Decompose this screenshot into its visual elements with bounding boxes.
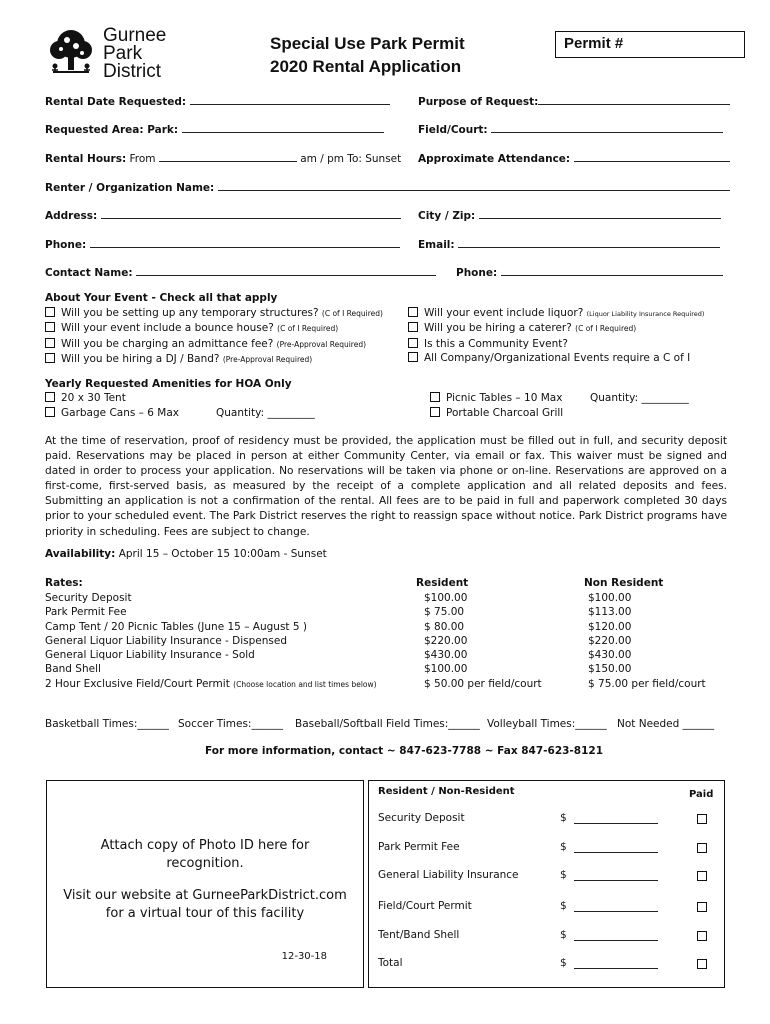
checkbox[interactable] <box>45 392 55 402</box>
rate-resident-value: $ 50.00 per field/court <box>424 677 542 690</box>
rate-nonresident-value: $220.00 <box>588 634 632 647</box>
currency-sign: $ <box>560 812 567 824</box>
currency-sign: $ <box>560 929 567 941</box>
picnic-quantity-field[interactable]: Quantity: _________ <box>590 392 689 404</box>
photo-id-box <box>46 780 364 988</box>
rental-hours-from: From <box>129 153 156 165</box>
checkbox[interactable] <box>430 392 440 402</box>
website-note: Visit our website at GurneeParkDistrict.com for a virtual tour of this facility <box>63 888 347 921</box>
paid-checkbox[interactable] <box>697 959 707 969</box>
paid-checkbox[interactable] <box>697 931 707 941</box>
amenity-tent-label: 20 x 30 Tent <box>61 392 126 404</box>
fee-row <box>378 900 718 916</box>
org-line-3: District <box>103 61 162 82</box>
attendance-field[interactable] <box>418 150 730 165</box>
paid-checkbox[interactable] <box>697 902 707 912</box>
rate-nonresident-value: $100.00 <box>588 592 632 604</box>
check-text: Will you be hiring a caterer? <box>424 322 572 335</box>
checkbox[interactable] <box>430 407 440 417</box>
phone-label: Phone: <box>45 239 87 251</box>
permit-label: Permit # <box>564 35 624 52</box>
rate-item-label: General Liquor Liability Insurance - Dispensed <box>45 634 287 647</box>
rates-items <box>45 591 377 692</box>
rental-hours-ampm: am / pm To: Sunset <box>300 153 402 165</box>
checkbox[interactable] <box>408 352 418 362</box>
fee-row-label: Security Deposit <box>378 812 465 824</box>
check-text: Will you be setting up any temporary structures? <box>61 307 319 319</box>
rates-resident-values <box>424 591 542 691</box>
check-note: (C of I Required) <box>321 309 383 318</box>
amount-line[interactable] <box>574 880 658 881</box>
fee-row-label: Park Permit Fee <box>378 841 460 853</box>
city-zip-field[interactable] <box>418 207 721 222</box>
rate-item <box>45 648 377 662</box>
volleyball-times-field[interactable]: Volleyball Times:______ <box>487 718 607 730</box>
requested-area-field[interactable] <box>45 121 384 136</box>
rental-date-label: Rental Date Requested: <box>45 96 187 108</box>
rate-item-label: General Liquor Liability Insurance - Sold <box>45 649 255 662</box>
availability-label: Availability: <box>45 548 116 560</box>
paid-checkbox[interactable] <box>697 814 707 824</box>
amenity-tent[interactable] <box>45 392 126 404</box>
fee-row-label: General Liability Insurance <box>378 869 519 881</box>
check-note: (Pre-Approval Required) <box>222 354 313 364</box>
permit-number-box[interactable] <box>555 31 745 58</box>
checkbox[interactable] <box>45 307 55 317</box>
currency-sign: $ <box>560 957 567 969</box>
renter-label: Renter / Organization Name: <box>45 182 215 194</box>
event-heading: About Your Event - Check all that apply <box>45 292 278 304</box>
tree-logo-icon <box>45 26 97 78</box>
rates-nonresident-values <box>588 591 706 691</box>
contact-info: For more information, contact ~ 847-623-7788 ~ Fax 847-623-8121 <box>205 745 604 757</box>
check-text: Will you be hiring a DJ / Band? <box>61 352 220 365</box>
amount-line[interactable] <box>574 852 658 853</box>
checkbox[interactable] <box>45 338 55 348</box>
event-check-item[interactable] <box>45 306 383 321</box>
rate-resident-value: $100.00 <box>424 592 468 604</box>
garbage-quantity-field[interactable]: Quantity: _________ <box>216 407 315 419</box>
currency-sign: $ <box>560 900 567 912</box>
event-check-item[interactable] <box>408 351 704 365</box>
purpose-label: Purpose of Request: <box>418 96 539 108</box>
rate-item <box>45 677 377 692</box>
rate-item-label: 2 Hour Exclusive Field/Court Permit <box>45 677 230 690</box>
rate-item-note: (Choose location and list times below) <box>233 679 377 689</box>
rate-item-label: Park Permit Fee <box>45 606 127 619</box>
rate-resident-value: $ 75.00 <box>424 606 465 619</box>
rate-resident-value: $220.00 <box>424 634 468 647</box>
fee-row <box>378 869 718 885</box>
check-text: Is this a Community Event? <box>424 337 568 350</box>
event-check-item[interactable] <box>45 352 383 367</box>
city-zip-label: City / Zip: <box>418 210 476 222</box>
checkbox[interactable] <box>408 322 418 332</box>
policy-paragraph: At the time of reservation, proof of residency must be provided, the application must be filled out in full, and security deposit paid. Reservations may be placed in person at either Community Center, via email or fax. This waiver must be signed and dated in order to process your application. No reservations will be taken via phone or on-line. Reservations are approved on a first-come, first-served basis, as measured by the receipt of a complete application and all related deposits and fees. Submitting an application is not a confirmation of the rental. All fees are to be paid in full and paperwork completed 30 days prior to your scheduled event. The Park District reserves the right to reassign space without notice. Park District programs have priority in scheduling. Fees are subject to change. <box>45 435 727 538</box>
title-line-2: 2020 Rental Application <box>270 57 462 76</box>
fee-row <box>378 929 718 945</box>
rate-item-label: Camp Tent / 20 Picnic Tables (June 15 – August 5 ) <box>45 620 307 633</box>
field-court-label: Field/Court: <box>418 124 488 136</box>
photo-id-instruction: Attach copy of Photo ID here for recognition. <box>100 838 310 871</box>
amenity-grill[interactable] <box>430 407 563 419</box>
availability-value: April 15 – October 15 10:00am - Sunset <box>118 548 327 560</box>
rental-hours-label: Rental Hours: <box>45 153 127 165</box>
address-field[interactable] <box>45 207 401 222</box>
rate-item <box>45 662 377 676</box>
park-district-logo <box>45 26 97 78</box>
check-note: (Liquor Liability Insurance Required) <box>586 310 705 318</box>
rate-item <box>45 605 377 619</box>
rental-hours-field[interactable] <box>45 150 401 165</box>
rate-nonresident-value: $ 75.00 per field/court <box>588 677 706 690</box>
requested-area-label: Requested Area: Park: <box>45 124 179 136</box>
phone-field[interactable] <box>45 236 400 251</box>
checkbox[interactable] <box>45 407 55 417</box>
check-note: (C of I Required) <box>277 324 339 334</box>
amenity-picnic[interactable] <box>430 392 562 404</box>
event-checklist-right <box>408 306 704 365</box>
title-line-1: Special Use Park Permit <box>270 34 465 53</box>
amenities-heading: Yearly Requested Amenities for HOA Only <box>45 378 292 390</box>
event-check-item[interactable] <box>408 306 704 321</box>
contact-name-label: Contact Name: <box>45 267 133 279</box>
rate-item <box>45 634 377 648</box>
renter-field[interactable] <box>45 179 730 194</box>
rate-nonresident-value: $430.00 <box>588 649 632 662</box>
check-text: Will you be charging an admittance fee? <box>61 337 274 350</box>
fee-row <box>378 957 718 973</box>
field-court-field[interactable] <box>418 121 723 136</box>
amount-line[interactable] <box>574 911 658 912</box>
rate-nonresident-value: $120.00 <box>588 620 632 633</box>
rates-nonresident-heading: Non Resident <box>584 577 664 589</box>
amenity-picnic-label: Picnic Tables – 10 Max <box>446 392 563 404</box>
contact-name-field[interactable] <box>45 264 436 279</box>
currency-sign: $ <box>560 841 567 853</box>
check-text: All Company/Organizational Events require a C of I <box>424 351 691 364</box>
currency-sign: $ <box>560 869 567 881</box>
email-label: Email: <box>418 239 455 251</box>
fee-table <box>368 780 725 988</box>
rate-resident-value: $100.00 <box>424 663 468 676</box>
check-note: (Pre-Approval Required) <box>276 339 367 349</box>
fee-row-label: Total <box>378 957 403 969</box>
rental-date-field[interactable] <box>45 93 390 108</box>
paid-heading: Paid <box>689 789 714 800</box>
org-line-2: Park <box>103 43 143 64</box>
rate-item <box>45 591 377 605</box>
form-revision-date: 12-30-18 <box>281 951 327 962</box>
amount-line[interactable] <box>574 823 658 824</box>
check-text: Will your event include a bounce house? <box>61 322 274 335</box>
event-check-item[interactable] <box>45 321 383 336</box>
check-text: Will your event include liquor? <box>424 307 584 319</box>
fee-row <box>378 812 718 828</box>
amenity-grill-label: Portable Charcoal Grill <box>446 407 564 419</box>
email-field[interactable] <box>418 236 720 251</box>
rate-nonresident-value: $150.00 <box>588 663 632 676</box>
paid-checkbox[interactable] <box>697 843 707 853</box>
event-checklist-left <box>45 306 383 367</box>
rate-resident-value: $430.00 <box>424 649 468 662</box>
checkbox[interactable] <box>45 353 55 363</box>
attendance-label: Approximate Attendance: <box>418 153 571 165</box>
rate-item <box>45 620 377 634</box>
not-needed-field[interactable]: Not Needed ______ <box>617 718 715 730</box>
rates-heading: Rates: <box>45 577 83 589</box>
amenity-garbage[interactable] <box>45 407 179 419</box>
basketball-times-field[interactable]: Basketball Times:______ <box>45 718 169 730</box>
org-name <box>103 27 166 81</box>
rate-resident-value: $ 80.00 <box>424 620 465 633</box>
fee-row <box>378 841 718 857</box>
rate-item-label: Security Deposit <box>45 592 132 604</box>
checkbox[interactable] <box>408 307 418 317</box>
fee-row-label: Field/Court Permit <box>378 900 472 912</box>
paid-checkbox[interactable] <box>697 871 707 881</box>
contact-phone-label: Phone: <box>456 267 498 279</box>
event-check-item[interactable] <box>45 337 383 352</box>
availability <box>45 548 327 560</box>
org-line-1: Gurnee <box>103 25 167 46</box>
soccer-times-field[interactable]: Soccer Times:______ <box>178 718 283 730</box>
address-label: Address: <box>45 210 98 222</box>
amount-line[interactable] <box>574 968 658 969</box>
amount-line[interactable] <box>574 940 658 941</box>
check-note: (C of I Required) <box>575 324 637 334</box>
checkbox[interactable] <box>408 338 418 348</box>
contact-phone-field[interactable] <box>456 264 723 279</box>
checkbox[interactable] <box>45 322 55 332</box>
rates-resident-heading: Resident <box>416 577 469 589</box>
rate-item-label: Band Shell <box>45 663 101 676</box>
event-check-item[interactable] <box>408 337 704 351</box>
event-check-item[interactable] <box>408 321 704 336</box>
form-title <box>270 32 465 78</box>
fee-row-label: Tent/Band Shell <box>378 929 460 941</box>
amenity-garbage-label: Garbage Cans – 6 Max <box>61 407 179 419</box>
fee-table-heading: Resident / Non-Resident <box>378 786 515 797</box>
baseball-times-field[interactable]: Baseball/Softball Field Times:______ <box>295 718 480 730</box>
rate-nonresident-value: $113.00 <box>588 606 632 619</box>
purpose-field[interactable] <box>418 93 730 108</box>
